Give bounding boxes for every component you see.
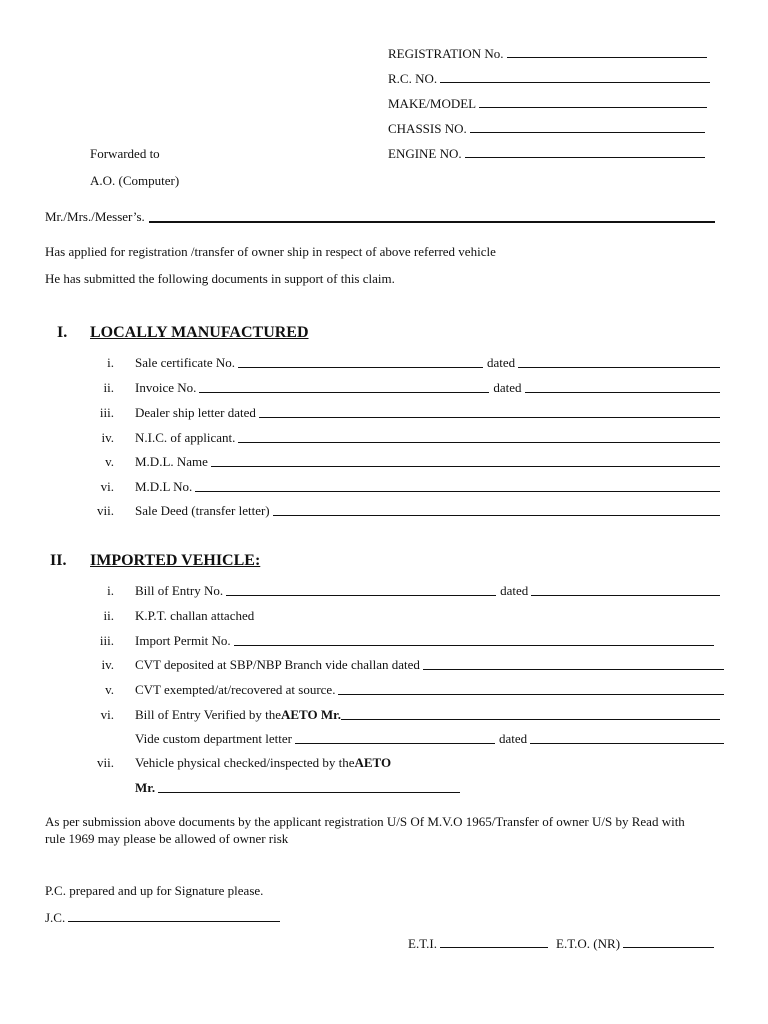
section-2-item-6b[interactable] — [90, 729, 724, 747]
jc-label: J.C. — [45, 910, 66, 925]
rc-no-blank[interactable] — [440, 71, 710, 83]
pc-prepared-text: P.C. prepared and up for Signature please. — [45, 883, 264, 898]
aeto-label: AETO Mr. — [280, 707, 341, 722]
registration-no-blank[interactable] — [507, 46, 707, 58]
item-label: Import Permit No. — [135, 633, 231, 648]
closing-line-2: rule 1969 may please be allowed of owner risk — [45, 831, 289, 846]
section-1-item-1[interactable] — [90, 353, 720, 371]
section-1-item-4[interactable] — [90, 428, 720, 446]
jc-field[interactable] — [45, 910, 280, 926]
item-label: Vide custom department letter — [135, 731, 292, 746]
engine-no-label: ENGINE NO. — [388, 146, 462, 161]
sale-deed-blank[interactable] — [273, 504, 720, 516]
rc-no-label: R.C. NO. — [388, 71, 438, 86]
eto-label: E.T.O. (NR) — [556, 936, 621, 951]
mdl-name-blank[interactable] — [211, 455, 720, 467]
make-model-label: MAKE/MODEL — [388, 96, 477, 111]
section-2-item-5[interactable] — [90, 680, 724, 698]
item-number: vi. — [100, 479, 114, 494]
applicant-blank[interactable] — [149, 210, 715, 223]
aeto-label: AETO — [354, 755, 392, 770]
item-label: CVT deposited at SBP/NBP Branch vide challan dated — [135, 657, 420, 672]
rc-no-field[interactable] — [388, 71, 710, 87]
item-number: iv. — [101, 430, 114, 445]
section-2-item-3[interactable] — [90, 631, 720, 649]
item-label: M.D.L No. — [135, 479, 193, 494]
item-number: iii. — [99, 633, 114, 648]
invoice-no-blank[interactable] — [199, 381, 489, 393]
inspector-name-blank[interactable] — [158, 781, 460, 793]
item-number: vii. — [97, 755, 114, 770]
section-2-number: II. — [50, 552, 67, 569]
aeto-verified-blank[interactable] — [341, 708, 720, 720]
nic-blank[interactable] — [238, 431, 720, 443]
import-permit-blank[interactable] — [234, 634, 714, 646]
eti-field[interactable] — [408, 936, 548, 952]
chassis-no-label: CHASSIS NO. — [388, 121, 467, 136]
custom-letter-date-blank[interactable] — [530, 732, 724, 744]
item-label: Dealer ship letter dated — [135, 405, 256, 420]
eto-field[interactable] — [556, 936, 714, 952]
item-label: Invoice No. — [135, 380, 197, 395]
engine-no-blank[interactable] — [465, 146, 705, 158]
mr-label: Mr. — [135, 780, 156, 795]
bill-of-entry-blank[interactable] — [226, 584, 496, 596]
cvt-exempted-blank[interactable] — [338, 683, 724, 695]
section-1-item-3[interactable] — [90, 403, 720, 421]
dated-label: dated — [500, 583, 529, 598]
item-label: Sale certificate No. — [135, 355, 235, 370]
registration-no-field[interactable] — [388, 46, 707, 62]
section-2-item-7b[interactable] — [90, 778, 460, 796]
invoice-date-blank[interactable] — [525, 381, 720, 393]
section-1-item-6[interactable] — [90, 477, 720, 495]
dated-label: dated — [486, 355, 516, 370]
item-label: M.D.L. Name — [135, 454, 208, 469]
applicant-label: Mr./Mrs./Messer’s. — [45, 209, 145, 224]
item-number: iii. — [99, 405, 114, 420]
forwarded-to-text: Forwarded to — [90, 146, 160, 161]
item-number: i. — [107, 583, 114, 598]
eto-blank[interactable] — [623, 936, 714, 948]
chassis-no-blank[interactable] — [470, 121, 705, 133]
section-1-item-2[interactable] — [90, 378, 720, 396]
section-2-item-2 — [90, 606, 720, 624]
section-1-number: I. — [57, 324, 68, 341]
dated-label: dated — [498, 731, 528, 746]
make-model-blank[interactable] — [479, 96, 707, 108]
section-1-title: LOCALLY MANUFACTURED — [90, 324, 309, 341]
cvt-challan-date-blank[interactable] — [423, 658, 724, 670]
item-label: N.I.C. of applicant. — [135, 430, 236, 445]
sale-certificate-date-blank[interactable] — [518, 356, 720, 368]
sale-certificate-blank[interactable] — [238, 356, 483, 368]
make-model-field[interactable] — [388, 96, 707, 112]
item-label: K.P.T. challan attached — [135, 608, 255, 623]
applicant-field[interactable] — [45, 209, 715, 225]
intro-line-1: Has applied for registration /transfer of owner ship in respect of above referred vehicle — [45, 244, 496, 259]
intro-line-2: He has submitted the following documents in support of this claim. — [45, 271, 395, 286]
dealership-letter-blank[interactable] — [259, 406, 720, 418]
registration-no-label: REGISTRATION No. — [388, 46, 504, 61]
item-number: iv. — [101, 657, 114, 672]
item-number: ii. — [103, 380, 114, 395]
closing-line-1: As per submission above documents by the applicant registration U/S Of M.V.O 1965/Transfer of owner U/S by Read with — [45, 814, 685, 829]
item-label: Sale Deed (transfer letter) — [135, 503, 270, 518]
item-number: v. — [105, 682, 114, 697]
custom-letter-blank[interactable] — [295, 732, 495, 744]
section-2-title: IMPORTED VEHICLE: — [90, 552, 261, 569]
section-1-item-5[interactable] — [90, 452, 720, 470]
section-2-item-4[interactable] — [90, 655, 724, 673]
item-label: Vehicle physical checked/inspected by the — [135, 755, 355, 770]
engine-no-field[interactable] — [388, 146, 705, 162]
section-2-item-1[interactable] — [90, 581, 720, 599]
jc-blank[interactable] — [68, 910, 280, 922]
eti-blank[interactable] — [440, 936, 548, 948]
item-label: Bill of Entry Verified by the — [135, 707, 281, 722]
item-label: CVT exempted/at/recovered at source. — [135, 682, 336, 697]
item-number: ii. — [103, 608, 114, 623]
bill-of-entry-date-blank[interactable] — [531, 584, 720, 596]
item-number: vi. — [100, 707, 114, 722]
mdl-no-blank[interactable] — [195, 480, 720, 492]
item-number: i. — [107, 355, 114, 370]
ao-computer-text: A.O. (Computer) — [90, 173, 180, 188]
section-2-item-7 — [90, 753, 720, 771]
item-number: vii. — [97, 503, 114, 518]
chassis-no-field[interactable] — [388, 121, 705, 137]
section-2-item-6[interactable] — [90, 705, 720, 723]
item-number: v. — [105, 454, 114, 469]
section-1-item-7[interactable] — [90, 501, 720, 519]
dated-label: dated — [493, 380, 522, 395]
eti-label: E.T.I. — [408, 936, 437, 951]
item-label: Bill of Entry No. — [135, 583, 224, 598]
